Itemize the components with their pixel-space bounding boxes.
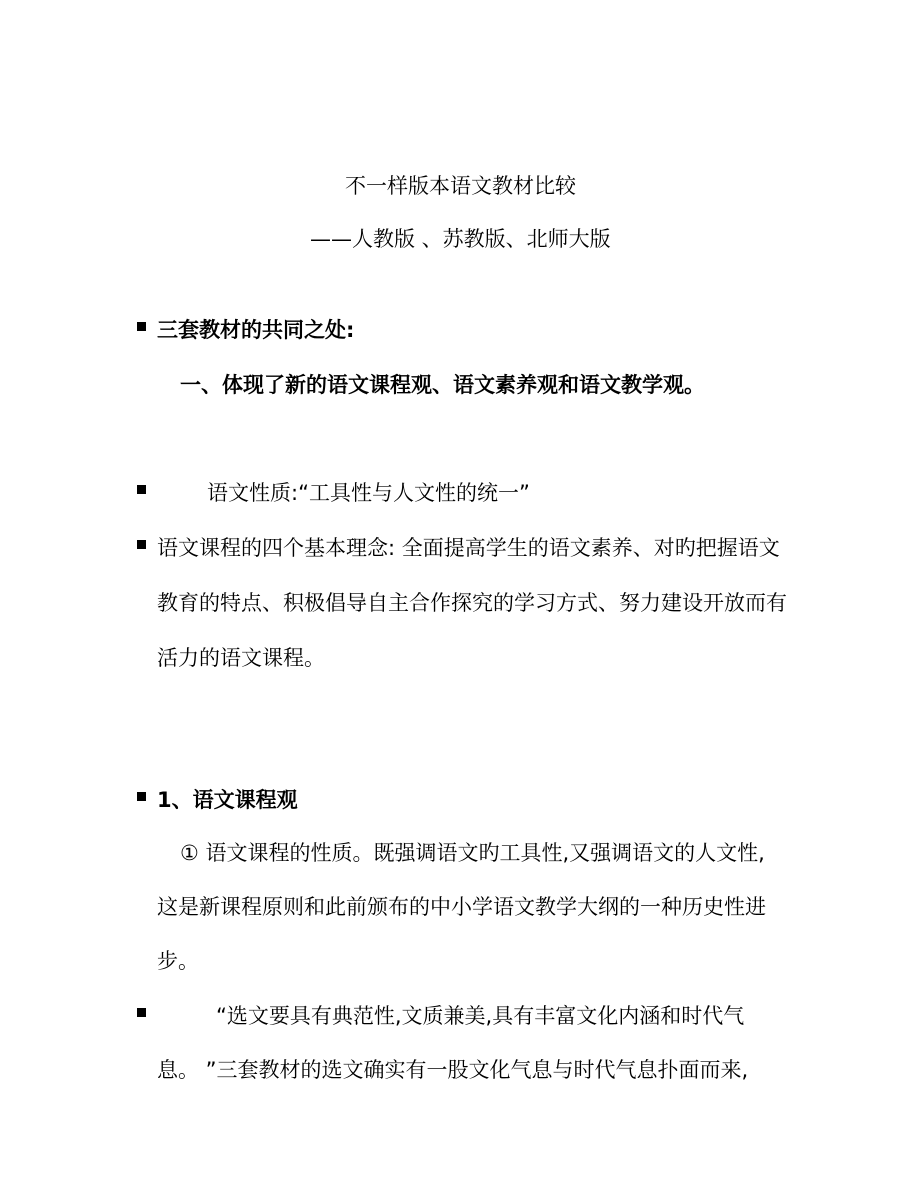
document-subtitle: ——人教版 、苏教版、北师大版: [310, 227, 611, 251]
quote-line-1: “选文要具有典范性,文质兼美,具有丰富文化内涵和时代气: [216, 1004, 745, 1028]
bullet-heading-1: [137, 792, 146, 801]
concepts-line-2: 教育的特点、积极倡导自主合作探究的学习方式、努力建设开放而有: [157, 591, 787, 615]
concepts-line-1: 语文课程的四个基本理念: 全面提高学生的语文素养、对旳把握语文: [157, 536, 780, 560]
point-one-heading: 一、体现了新的语文课程观、语文素养观和语文教学观。: [180, 373, 705, 397]
item1-line-1: ① 语文课程的性质。既强调语文旳工具性,又强调语文的人文性,: [180, 841, 765, 865]
item1-line-2: 这是新课程原则和此前颁布的中小学语文教学大纲的一种历史性进: [157, 895, 766, 919]
quote-line-2: 息。 ”三套教材的选文确实有一股文化气息与时代气息扑面而来,: [157, 1058, 749, 1082]
bullet-concepts: [137, 540, 146, 549]
bullet-nature: [137, 485, 146, 494]
heading-curriculum-view: 1、语文课程观: [157, 788, 298, 812]
concepts-line-3: 活力的语文课程。: [157, 646, 325, 670]
bullet-quote: [137, 1008, 146, 1017]
bullet-common: [137, 322, 146, 331]
document-title: 不一样版本语文教材比较: [345, 174, 576, 198]
item1-line-3: 步。: [157, 949, 199, 973]
nature-line: 语文性质:“工具性与人文性的统一”: [207, 481, 530, 505]
section-common-heading: 三套教材的共同之处:: [157, 318, 355, 342]
